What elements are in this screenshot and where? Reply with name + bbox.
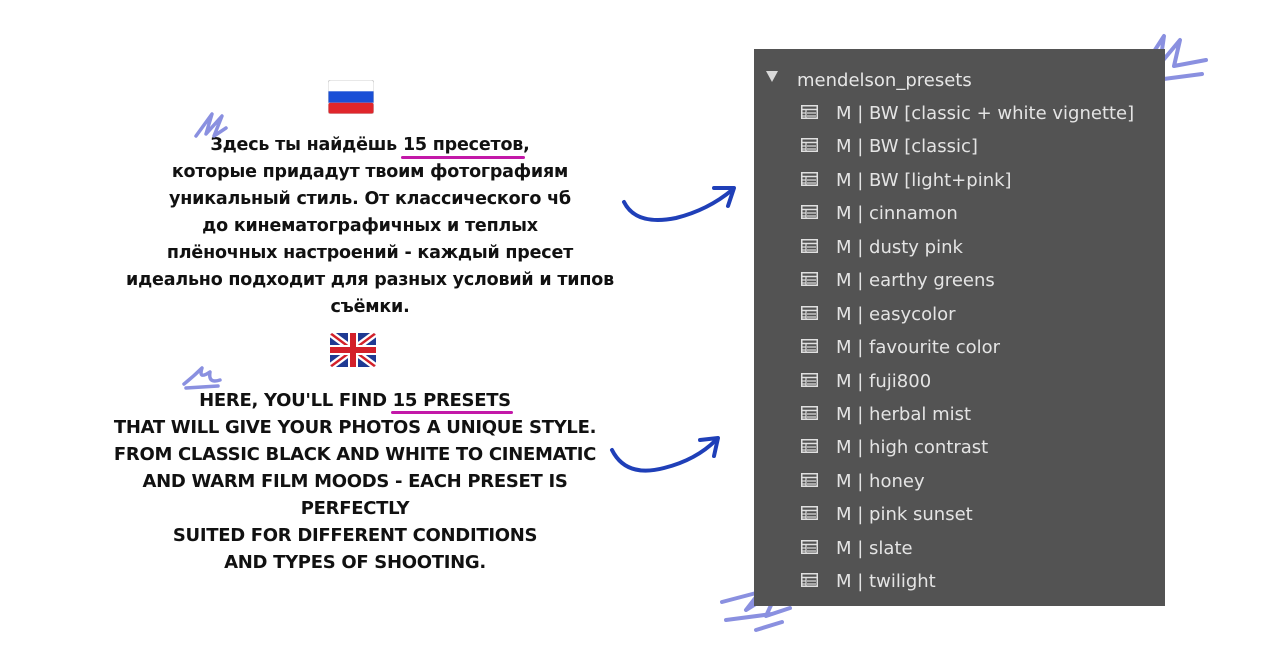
disclosure-triangle-icon[interactable] xyxy=(766,71,778,82)
preset-document-icon xyxy=(801,473,818,487)
text-line xyxy=(90,441,620,468)
text-segment: идеально подходит для разных условий и типов съёмки. xyxy=(126,270,614,317)
text-segment: плёночных настроений - каждый пресет xyxy=(166,243,574,263)
preset-document-icon xyxy=(801,540,818,554)
preset-label: M | pink sunset xyxy=(836,504,973,526)
text-line xyxy=(90,414,620,441)
text-line xyxy=(90,387,620,414)
preset-document-icon xyxy=(801,439,818,453)
preset-document-icon xyxy=(801,172,818,186)
preset-item[interactable] xyxy=(754,304,1165,337)
text-line xyxy=(90,213,650,240)
preset-label: M | BW [classic + white vignette] xyxy=(836,103,1135,124)
text-line xyxy=(90,132,650,159)
text-line xyxy=(90,240,650,267)
highlighted-count: 15 пресетов xyxy=(403,132,523,159)
presets-panel xyxy=(754,49,1165,606)
text-line xyxy=(90,159,650,186)
preset-label: M | favourite color xyxy=(836,337,1001,359)
preset-item[interactable] xyxy=(754,437,1165,470)
preset-document-icon xyxy=(801,406,818,420)
preset-label: M | earthy greens xyxy=(836,270,995,292)
text-segment: HERE, YOU'LL FIND xyxy=(199,390,393,411)
text-segment: SUITED FOR DIFFERENT CONDITIONS xyxy=(172,525,538,546)
scribble-decoration-icon xyxy=(192,108,230,142)
text-segment: которые придадут твоим фотографиям xyxy=(171,162,569,182)
english-description xyxy=(90,387,620,576)
preset-document-icon xyxy=(801,506,818,520)
text-segment: THAT WILL GIVE YOUR PHOTOS A UNIQUE STYLE. xyxy=(113,417,597,438)
preset-item[interactable] xyxy=(754,571,1165,604)
preset-item[interactable] xyxy=(754,471,1165,504)
preset-label: M | honey xyxy=(836,470,925,492)
preset-item[interactable] xyxy=(754,504,1165,537)
preset-item[interactable] xyxy=(754,337,1165,370)
preset-folder-mendelson-presets[interactable] xyxy=(754,69,1165,97)
preset-item[interactable] xyxy=(754,270,1165,303)
preset-document-icon xyxy=(801,272,818,286)
preset-document-icon xyxy=(801,573,818,587)
preset-label: M | BW [light+pink] xyxy=(836,169,1012,191)
preset-item[interactable] xyxy=(754,103,1165,136)
preset-document-icon xyxy=(801,205,818,219)
folder-label: mendelson_presets xyxy=(797,70,972,91)
preset-label: M | fuji800 xyxy=(836,370,932,392)
preset-label: M | herbal mist xyxy=(836,403,972,425)
preset-list xyxy=(754,103,1165,605)
highlighted-count: 15 PRESETS xyxy=(393,387,511,414)
preset-item[interactable] xyxy=(754,538,1165,571)
text-line xyxy=(90,186,650,213)
preset-label: M | BW [classic] xyxy=(836,136,978,158)
text-segment: , xyxy=(523,135,530,155)
preset-label: M | high contrast xyxy=(836,437,989,459)
arrow-right-icon xyxy=(604,432,724,480)
preset-document-icon xyxy=(801,239,818,253)
russian-description xyxy=(90,132,650,321)
text-segment: до кинематографичных и теплых xyxy=(202,216,538,236)
preset-document-icon xyxy=(801,306,818,320)
preset-item[interactable] xyxy=(754,237,1165,270)
text-segment: уникальный стиль. От классического чб xyxy=(169,189,571,209)
russia-flag-icon xyxy=(328,80,374,114)
text-segment: AND WARM FILM MOODS - EACH PRESET IS PERFECTLY xyxy=(142,471,568,519)
preset-document-icon xyxy=(801,373,818,387)
text-segment: AND TYPES OF SHOOTING. xyxy=(224,552,486,573)
preset-item[interactable] xyxy=(754,136,1165,169)
text-line xyxy=(90,468,620,522)
preset-document-icon xyxy=(801,138,818,152)
preset-label: M | dusty pink xyxy=(836,236,963,258)
preset-label: M | slate xyxy=(836,537,913,559)
text-segment: Здесь ты найдёшь xyxy=(210,135,403,155)
text-segment: FROM CLASSIC BLACK AND WHITE TO CINEMATIC xyxy=(113,444,597,465)
preset-label: M | cinnamon xyxy=(836,203,958,225)
text-line xyxy=(90,267,650,321)
uk-flag-icon xyxy=(330,333,376,367)
preset-label: M | twilight xyxy=(836,571,936,593)
preset-document-icon xyxy=(801,105,818,119)
text-line xyxy=(90,549,620,576)
preset-document-icon xyxy=(801,339,818,353)
arrow-right-icon xyxy=(616,180,742,230)
preset-item[interactable] xyxy=(754,170,1165,203)
preset-item[interactable] xyxy=(754,404,1165,437)
text-line xyxy=(90,522,620,549)
preset-item[interactable] xyxy=(754,371,1165,404)
preset-label: M | easycolor xyxy=(836,303,956,325)
preset-item[interactable] xyxy=(754,203,1165,236)
scribble-decoration-icon xyxy=(180,362,224,392)
